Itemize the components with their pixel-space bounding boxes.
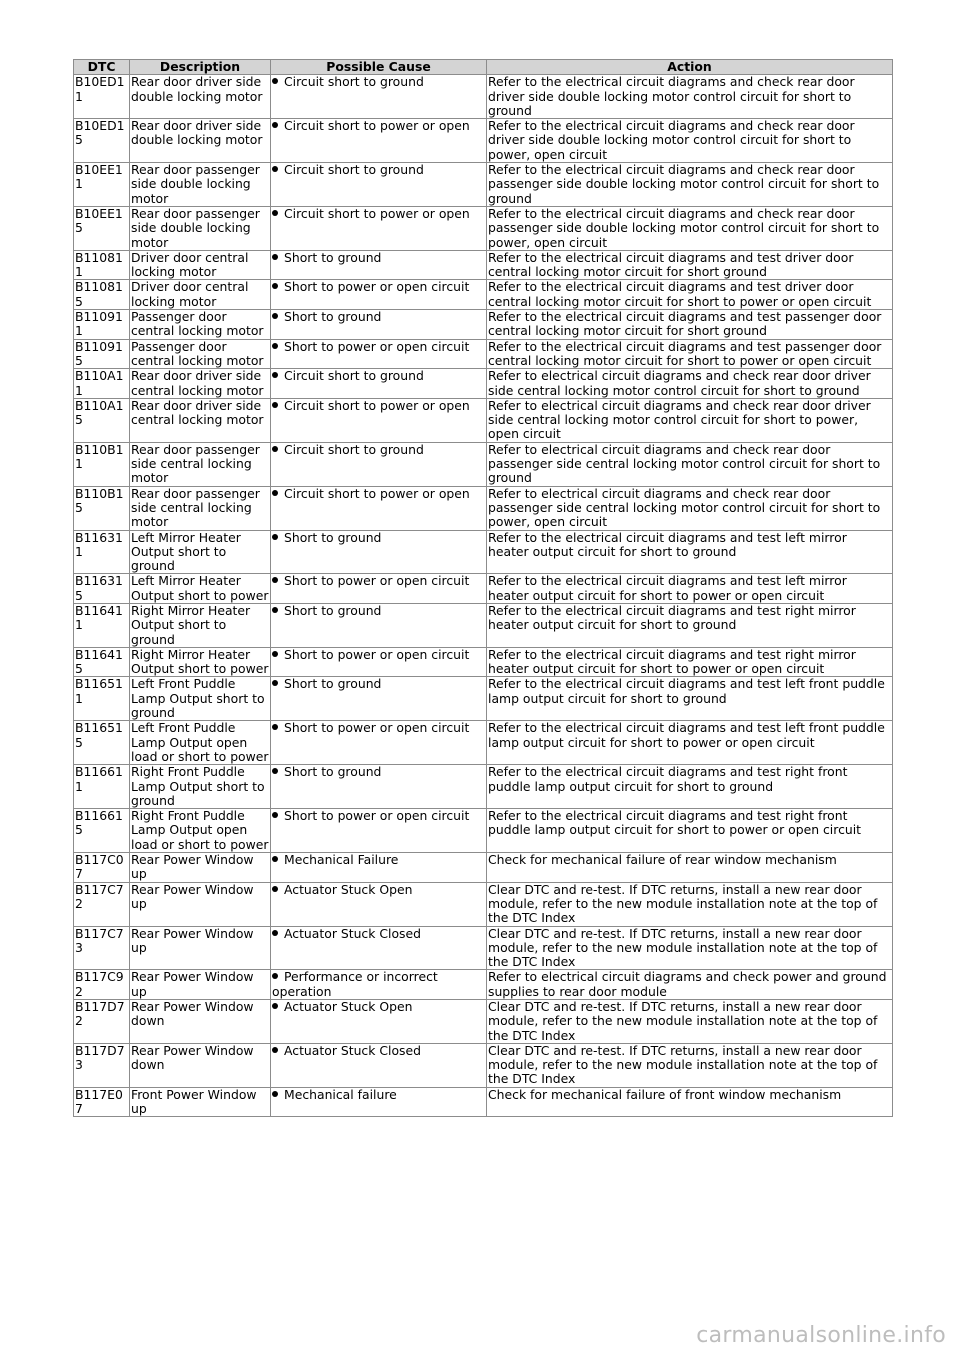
possible-cause-cell [271,250,487,280]
dtc-code-cell: B110A15 [74,398,130,442]
action-cell: Refer to electrical circuit diagrams and check rear door passenger side central locking motor control circuit for short to ground [487,442,893,486]
action-cell: Refer to the electrical circuit diagrams and test driver door central locking motor circuit for short to power or open circuit [487,280,893,310]
possible-cause-cell [271,119,487,163]
bullet-icon [272,651,278,657]
dtc-code-cell: B117C07 [74,853,130,883]
possible-cause-cell [271,882,487,926]
dtc-code-cell: B117C72 [74,882,130,926]
possible-cause-cell [271,369,487,399]
possible-cause-text: Short to power or open circuit [284,720,470,736]
table-row [74,574,893,604]
dtc-code-cell: B110B11 [74,442,130,486]
possible-cause-text: Actuator Stuck Closed [284,925,421,941]
bullet-icon [272,166,278,172]
dtc-code-cell: B110B15 [74,486,130,530]
possible-cause-text: Circuit short to power or open [284,205,470,221]
dtc-code-cell: B110A11 [74,369,130,399]
action-cell: Check for mechanical failure of front window mechanism [487,1087,893,1117]
description-cell: Left Mirror Heater Output short to ground [130,530,271,574]
action-cell: Refer to the electrical circuit diagrams and test passenger door central locking motor circuit for short to power or open circuit [487,339,893,369]
description-cell: Right Mirror Heater Output short to power [130,647,271,677]
possible-cause-cell [271,926,487,970]
bullet-icon [272,402,278,408]
possible-cause-text: Circuit short to ground [284,74,424,90]
dtc-code-cell: B116511 [74,677,130,721]
possible-cause-text: Mechanical failure [284,1086,397,1102]
description-cell: Rear door driver side central locking motor [130,369,271,399]
description-cell: Rear Power Window up [130,970,271,1000]
dtc-code-cell: B116615 [74,809,130,853]
possible-cause-cell [271,206,487,250]
possible-cause-text: Actuator Stuck Open [284,999,413,1014]
table-row [74,853,893,883]
possible-cause-cell [271,280,487,310]
table-row [74,442,893,486]
action-cell: Refer to the electrical circuit diagrams and check rear door passenger side double locking motor control circuit for short to ground [487,163,893,207]
description-cell: Rear door passenger side double locking motor [130,163,271,207]
possible-cause-cell [271,809,487,853]
action-cell: Refer to electrical circuit diagrams and check power and ground supplies to rear door module [487,970,893,1000]
bullet-icon [272,210,278,216]
description-cell: Passenger door central locking motor [130,310,271,340]
table-row [74,647,893,677]
dtc-code-cell: B116315 [74,574,130,604]
dtc-code-cell: B10EE15 [74,206,130,250]
dtc-code-cell: B10EE11 [74,163,130,207]
action-cell: Refer to the electrical circuit diagrams and check rear door driver side double locking motor control circuit for short to ground [487,75,893,119]
action-cell: Refer to the electrical circuit diagrams and test left front puddle lamp output circuit for short to power or open circuit [487,721,893,765]
action-cell: Clear DTC and re-test. If DTC returns, install a new rear door module, refer to the new module installation note at the top of the DTC Index [487,1000,893,1044]
description-cell: Driver door central locking motor [130,280,271,310]
table-row [74,1000,893,1044]
description-cell: Rear Power Window down [130,1000,271,1044]
bullet-icon [272,607,278,613]
table-row [74,369,893,399]
action-cell: Refer to the electrical circuit diagrams and check rear door driver side double locking motor control circuit for short to power, open circuit [487,119,893,163]
bullet-icon [272,856,278,862]
possible-cause-cell [271,603,487,647]
table-row [74,765,893,809]
description-cell: Passenger door central locking motor [130,339,271,369]
table-row [74,398,893,442]
description-cell: Right Mirror Heater Output short to ground [130,603,271,647]
possible-cause-cell [271,1043,487,1087]
table-row [74,163,893,207]
bullet-icon [272,680,278,686]
table-row [74,119,893,163]
possible-cause-text: Short to ground [284,249,382,265]
action-cell: Refer to electrical circuit diagrams and check rear door driver side central locking motor control circuit for short to power, open circuit [487,398,893,442]
table-row [74,1043,893,1087]
action-cell: Refer to the electrical circuit diagrams and test right mirror heater output circuit for short to ground [487,603,893,647]
table-row [74,339,893,369]
action-cell: Refer to the electrical circuit diagrams and test left mirror heater output circuit for short to ground [487,530,893,574]
possible-cause-cell [271,853,487,883]
possible-cause-cell [271,1000,487,1044]
bullet-icon [272,343,278,349]
description-cell: Rear door passenger side double locking motor [130,206,271,250]
dtc-code-cell: B10ED11 [74,75,130,119]
bullet-icon [272,577,278,583]
bullet-icon [272,490,278,496]
table-row [74,1087,893,1117]
description-cell: Rear door driver side central locking motor [130,398,271,442]
description-cell: Rear Power Window up [130,882,271,926]
possible-cause-text: Actuator Stuck Open [284,881,413,897]
bullet-icon [272,812,278,818]
possible-cause-text: Short to ground [284,529,382,545]
table-row [74,310,893,340]
bullet-icon [272,724,278,730]
bullet-icon [272,122,278,128]
dtc-code-cell: B110811 [74,250,130,280]
dtc-code-cell: B116311 [74,530,130,574]
dtc-code-cell: B116515 [74,721,130,765]
bullet-icon [272,313,278,319]
possible-cause-cell [271,574,487,604]
dtc-code-cell: B116411 [74,603,130,647]
description-cell: Rear Power Window up [130,853,271,883]
possible-cause-text: Circuit short to ground [284,441,424,457]
description-cell: Rear door passenger side central locking motor [130,442,271,486]
dtc-code-cell: B110915 [74,339,130,369]
table-row [74,970,893,1000]
bullet-icon [272,886,278,892]
possible-cause-text: Circuit short to ground [284,162,424,178]
bullet-icon [272,1047,278,1053]
table-row [74,926,893,970]
table-row [74,206,893,250]
action-cell: Refer to the electrical circuit diagrams and test right front puddle lamp output circuit for short to ground [487,765,893,809]
action-cell: Refer to electrical circuit diagrams and check rear door passenger side central locking motor control circuit for short to power, open circuit [487,486,893,530]
possible-cause-cell [271,163,487,207]
possible-cause-cell [271,970,487,1000]
action-cell: Refer to the electrical circuit diagrams and test driver door central locking motor circuit for short ground [487,250,893,280]
header-description: Description [130,60,271,75]
table-row [74,75,893,119]
bullet-icon [272,930,278,936]
table-row [74,882,893,926]
description-cell: Rear door driver side double locking motor [130,75,271,119]
description-cell: Rear door passenger side central locking motor [130,486,271,530]
possible-cause-text: Short to power or open circuit [284,808,470,824]
description-cell: Rear Power Window up [130,926,271,970]
possible-cause-text: Short to ground [284,602,382,618]
action-cell: Refer to electrical circuit diagrams and check rear door driver side central locking motor control circuit for short to ground [487,369,893,399]
dtc-code-cell: B110815 [74,280,130,310]
possible-cause-cell [271,647,487,677]
possible-cause-cell [271,75,487,119]
action-cell: Refer to the electrical circuit diagrams and check rear door passenger side double locking motor control circuit for short to power, open circuit [487,206,893,250]
possible-cause-text: Circuit short to power or open [284,485,470,501]
possible-cause-text: Circuit short to ground [284,368,424,384]
possible-cause-text: Short to power or open circuit [284,573,470,589]
dtc-code-cell: B10ED15 [74,119,130,163]
action-cell: Refer to the electrical circuit diagrams and test right mirror heater output circuit for short to power or open circuit [487,647,893,677]
possible-cause-cell [271,398,487,442]
description-cell: Right Front Puddle Lamp Output short to ground [130,765,271,809]
table-row [74,677,893,721]
possible-cause-cell [271,677,487,721]
table-row [74,486,893,530]
table-row [74,280,893,310]
possible-cause-text: Short to ground [284,309,382,325]
action-cell: Refer to the electrical circuit diagrams and test passenger door central locking motor circuit for short ground [487,310,893,340]
header-action: Action [487,60,893,75]
possible-cause-text: Short to ground [284,676,382,692]
description-cell: Rear Power Window down [130,1043,271,1087]
action-cell: Refer to the electrical circuit diagrams and test left mirror heater output circuit for short to power or open circuit [487,574,893,604]
description-cell: Rear door driver side double locking motor [130,119,271,163]
table-row [74,721,893,765]
dtc-code-cell: B117C92 [74,970,130,1000]
action-cell: Clear DTC and re-test. If DTC returns, install a new rear door module, refer to the new module installation note at the top of the DTC Index [487,926,893,970]
possible-cause-text: Mechanical Failure [284,852,399,868]
dtc-code-cell: B117D72 [74,1000,130,1044]
bullet-icon [272,534,278,540]
header-row [74,60,893,75]
dtc-code-cell: B116611 [74,765,130,809]
dtc-code-cell: B117E07 [74,1087,130,1117]
table-row [74,530,893,574]
dtc-code-cell: B116415 [74,647,130,677]
possible-cause-cell [271,530,487,574]
possible-cause-cell [271,310,487,340]
possible-cause-text: Circuit short to power or open [284,397,470,413]
possible-cause-cell [271,442,487,486]
bullet-icon [272,254,278,260]
possible-cause-text: Short to ground [284,764,382,780]
dtc-table [73,59,893,1117]
bullet-icon [272,446,278,452]
dtc-code-cell: B117D73 [74,1043,130,1087]
watermark-text: carmanualsonline.info [696,1323,946,1348]
possible-cause-text: Actuator Stuck Closed [284,1042,421,1058]
header-dtc: DTC [74,60,130,75]
description-cell: Driver door central locking motor [130,250,271,280]
bullet-icon [272,372,278,378]
table-row [74,809,893,853]
action-cell: Check for mechanical failure of rear window mechanism [487,853,893,883]
table-row [74,603,893,647]
possible-cause-text: Performance or incorrect operation [272,969,438,999]
dtc-code-cell: B117C73 [74,926,130,970]
possible-cause-text: Short to power or open circuit [284,646,470,662]
table-body [74,75,893,1117]
action-cell: Refer to the electrical circuit diagrams and test right front puddle lamp output circuit for short to power or open circuit [487,809,893,853]
possible-cause-text: Short to power or open circuit [284,338,470,354]
possible-cause-text: Circuit short to power or open [284,118,470,134]
action-cell: Refer to the electrical circuit diagrams and test left front puddle lamp output circuit for short to ground [487,677,893,721]
description-cell: Front Power Window up [130,1087,271,1117]
header-possible-cause: Possible Cause [271,60,487,75]
possible-cause-cell [271,1087,487,1117]
possible-cause-cell [271,721,487,765]
bullet-icon [272,1091,278,1097]
possible-cause-cell [271,486,487,530]
table-row [74,250,893,280]
possible-cause-cell [271,339,487,369]
possible-cause-text: Short to power or open circuit [284,279,470,295]
bullet-icon [272,973,278,979]
description-cell: Right Front Puddle Lamp Output open load or short to power [131,808,269,852]
bullet-icon [272,768,278,774]
bullet-icon [272,283,278,289]
possible-cause-cell [271,765,487,809]
description-cell: Left Front Puddle Lamp Output open load or short to power [131,720,269,764]
bullet-icon [272,78,278,84]
description-cell: Left Front Puddle Lamp Output short to ground [130,677,271,721]
description-cell: Left Mirror Heater Output short to power [130,574,271,604]
action-cell: Clear DTC and re-test. If DTC returns, install a new rear door module, refer to the new module installation note at the top of the DTC Index [487,1043,893,1087]
dtc-code-cell: B110911 [74,310,130,340]
action-cell: Clear DTC and re-test. If DTC returns, install a new rear door module, refer to the new module installation note at the top of the DTC Index [487,882,893,926]
bullet-icon [272,1003,278,1009]
table-header [74,60,893,75]
